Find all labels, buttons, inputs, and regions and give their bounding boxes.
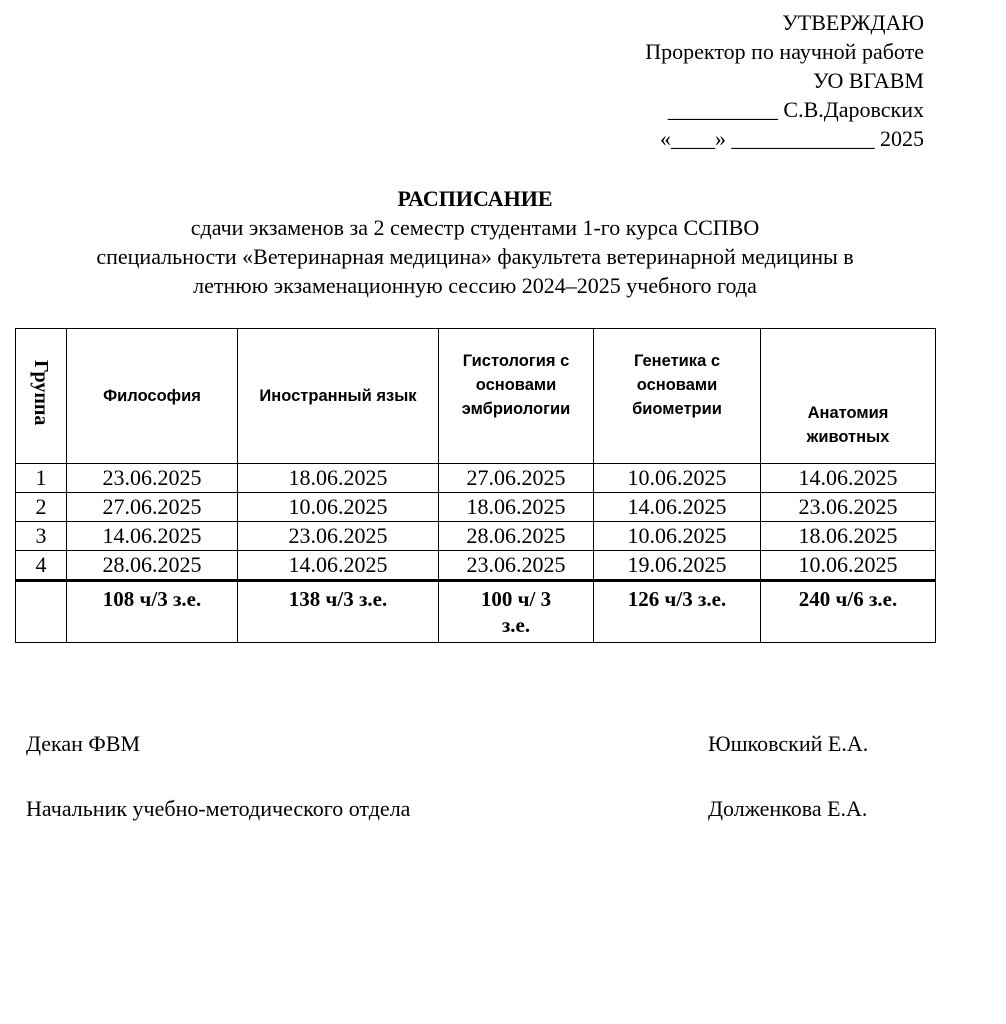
table-row [16, 464, 936, 493]
group-cell: 1 [16, 464, 67, 493]
totals-empty-cell [16, 581, 67, 643]
header-subject-3: Гистология с основами эмбриологии [439, 329, 594, 464]
total-cell: 138 ч/3 з.е. [238, 581, 439, 643]
header-subject-2: Иностранный язык [238, 329, 439, 464]
date-cell: 18.06.2025 [439, 493, 594, 522]
date-cell: 27.06.2025 [439, 464, 594, 493]
document-title: РАСПИСАНИЕ [397, 186, 553, 211]
signature-name: Долженкова Е.А. [708, 796, 868, 821]
header-group: Группа [16, 329, 67, 464]
signature-role: Начальник учебно-методического отдела [26, 796, 411, 821]
signature-dean [26, 731, 892, 757]
table-row [16, 522, 936, 551]
approval-block [645, 8, 924, 153]
date-cell: 23.06.2025 [67, 464, 238, 493]
date-cell: 14.06.2025 [67, 522, 238, 551]
date-cell: 14.06.2025 [238, 551, 439, 581]
totals-row [16, 581, 936, 643]
total-cell: 100 ч/ 3 з.е. [439, 581, 594, 643]
date-cell: 28.06.2025 [439, 522, 594, 551]
approval-organization: УО ВГАВМ [813, 68, 924, 93]
group-cell: 3 [16, 522, 67, 551]
title-line-2: специальности «Ветеринарная медицина» факультета ветеринарной медицины в [96, 244, 854, 269]
approval-heading: УТВЕРЖДАЮ [782, 10, 924, 35]
approval-date-line: «____» _____________ 2025 [660, 126, 924, 151]
document-title-block [0, 184, 950, 300]
group-cell: 2 [16, 493, 67, 522]
signature-role: Декан ФВМ [26, 731, 141, 756]
header-subject-1: Философия [67, 329, 238, 464]
total-cell: 108 ч/3 з.е. [67, 581, 238, 643]
title-line-3: летнюю экзаменационную сессию 2024–2025 учебного года [193, 273, 757, 298]
table-row [16, 493, 936, 522]
exam-schedule-table [15, 328, 936, 643]
table-header-row [16, 329, 936, 464]
date-cell: 28.06.2025 [67, 551, 238, 581]
approval-signature-line: __________ С.В.Даровских [667, 97, 924, 122]
date-cell: 10.06.2025 [761, 551, 936, 581]
group-cell: 4 [16, 551, 67, 581]
date-cell: 23.06.2025 [238, 522, 439, 551]
header-subject-4: Генетика с основами биометрии [594, 329, 761, 464]
header-subject-5: Анатомия животных [761, 329, 936, 464]
date-cell: 18.06.2025 [761, 522, 936, 551]
date-cell: 14.06.2025 [594, 493, 761, 522]
date-cell: 10.06.2025 [594, 522, 761, 551]
date-cell: 10.06.2025 [238, 493, 439, 522]
title-line-1: сдачи экзаменов за 2 семестр студентами 1-го курса ССПВО [190, 215, 760, 240]
date-cell: 18.06.2025 [238, 464, 439, 493]
signature-methodical-head [26, 796, 892, 822]
date-cell: 19.06.2025 [594, 551, 761, 581]
date-cell: 10.06.2025 [594, 464, 761, 493]
table-row [16, 551, 936, 581]
date-cell: 23.06.2025 [761, 493, 936, 522]
signature-name: Юшковский Е.А. [708, 731, 869, 756]
total-cell: 126 ч/3 з.е. [594, 581, 761, 643]
approval-position: Проректор по научной работе [645, 39, 924, 64]
date-cell: 27.06.2025 [67, 493, 238, 522]
date-cell: 23.06.2025 [439, 551, 594, 581]
date-cell: 14.06.2025 [761, 464, 936, 493]
total-cell: 240 ч/6 з.е. [761, 581, 936, 643]
